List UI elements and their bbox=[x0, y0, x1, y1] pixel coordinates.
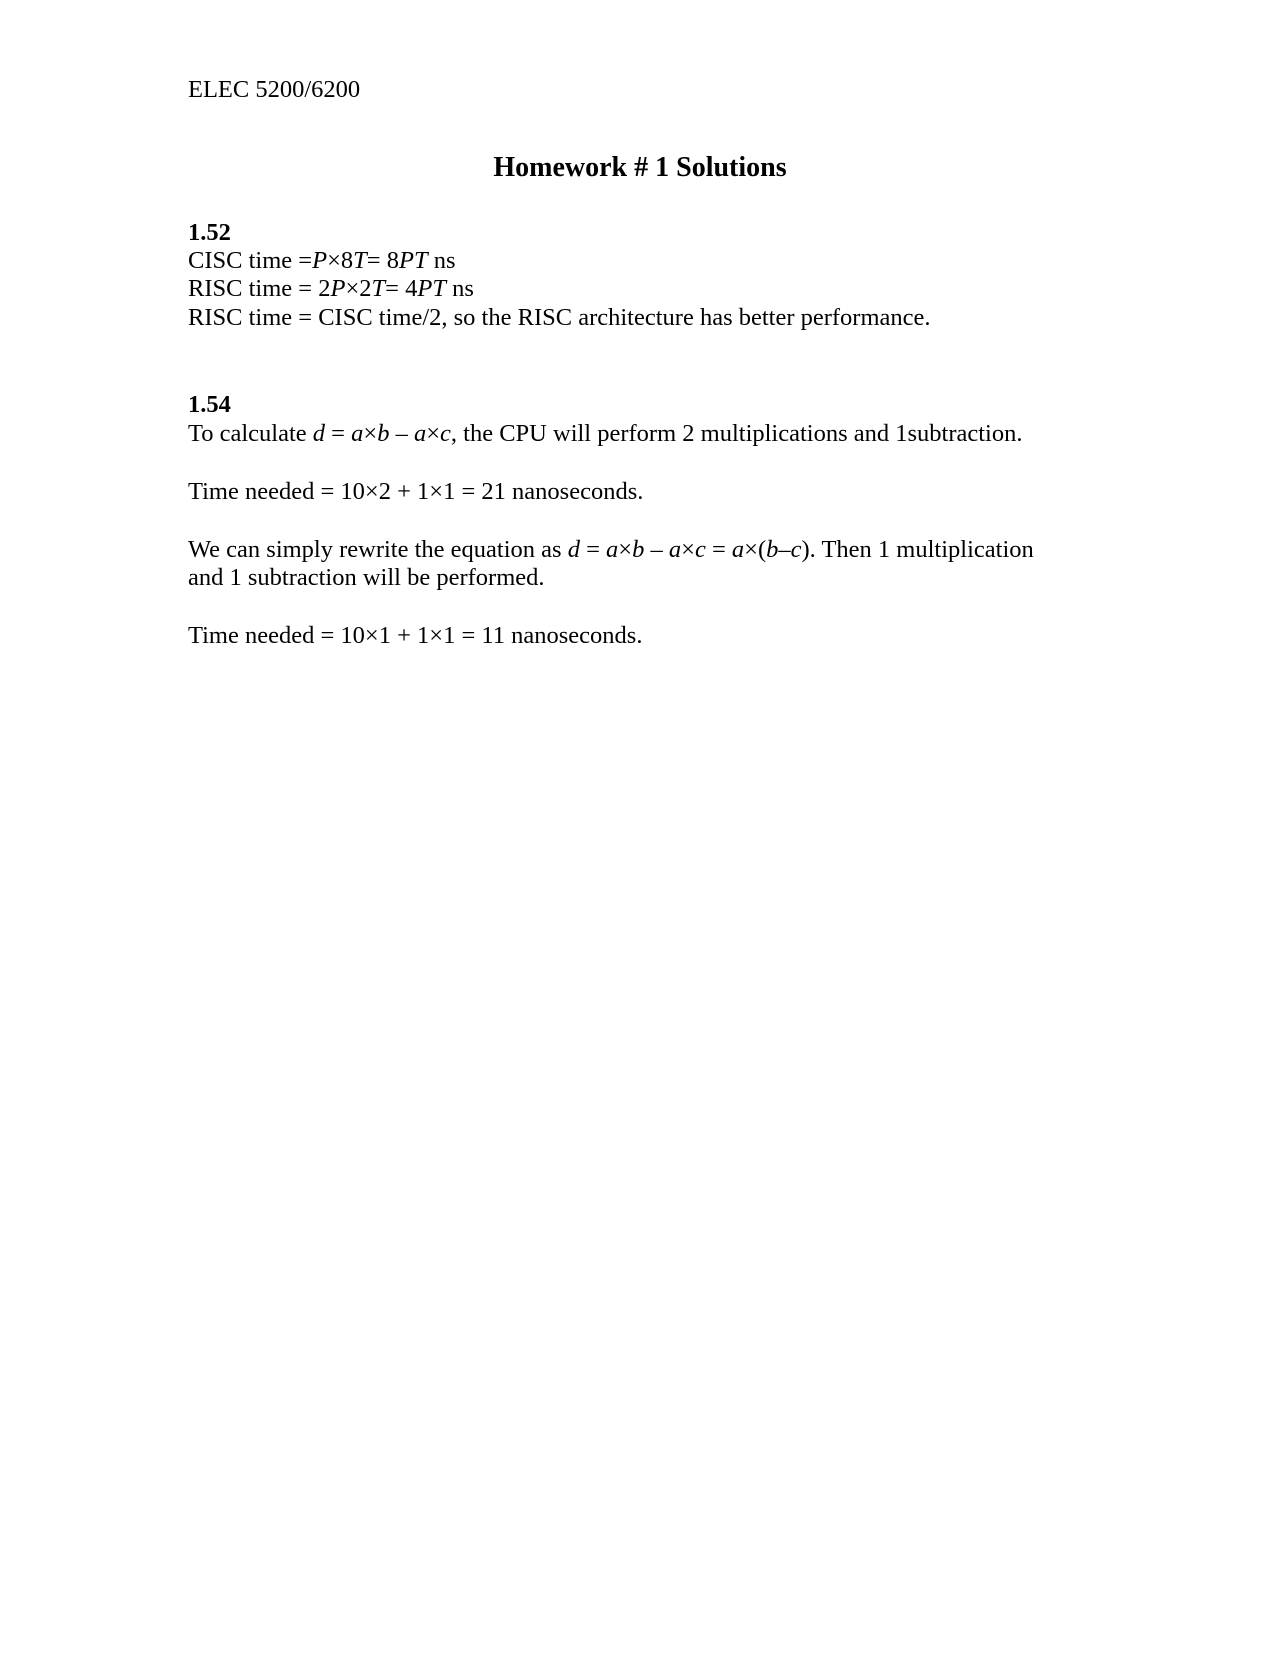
cisc-time-line bbox=[188, 246, 456, 276]
text-fragment: – bbox=[644, 536, 669, 563]
variable: c bbox=[440, 420, 451, 447]
variable: c bbox=[694, 536, 706, 563]
course-code: ELEC 5200/6200 bbox=[188, 76, 361, 103]
risc-time-line bbox=[188, 274, 474, 304]
variable: a bbox=[731, 536, 745, 563]
variable: b bbox=[377, 420, 390, 447]
variable: b bbox=[632, 536, 645, 563]
text-fragment: RISC time = 2 bbox=[188, 275, 331, 302]
text-fragment: – bbox=[389, 420, 414, 447]
text-fragment: = 8 bbox=[366, 247, 399, 274]
rewrite-continuation: and 1 subtraction will be performed. bbox=[188, 564, 545, 591]
variable: c bbox=[790, 536, 802, 563]
variable: d bbox=[312, 420, 326, 447]
variable: a bbox=[351, 420, 364, 447]
time-needed-line-2: Time needed = 10×1 + 1×1 = 11 nanoseconds. bbox=[188, 622, 643, 649]
variable: P bbox=[330, 275, 346, 302]
problem-1-54-number: 1.54 bbox=[188, 391, 231, 418]
variable: PT bbox=[417, 275, 446, 302]
text-fragment: = bbox=[705, 536, 732, 563]
rewrite-line bbox=[188, 535, 1034, 565]
text-fragment: ns bbox=[445, 275, 474, 302]
text-fragment: × bbox=[363, 420, 378, 447]
text-fragment: ). Then 1 multiplication bbox=[801, 536, 1034, 563]
text-fragment: ns bbox=[427, 247, 456, 274]
variable: a bbox=[668, 536, 682, 563]
text-fragment: = 4 bbox=[385, 275, 418, 302]
variable: PT bbox=[398, 247, 428, 274]
variable: T bbox=[371, 275, 386, 302]
calculation-line bbox=[188, 419, 1023, 449]
text-fragment: – bbox=[778, 536, 791, 563]
text-fragment: , the CPU will perform 2 multiplications and 1subtraction. bbox=[450, 420, 1023, 447]
text-fragment: × bbox=[681, 536, 695, 563]
risc-conclusion: RISC time = CISC time/2, so the RISC architecture has better performance. bbox=[188, 304, 931, 331]
text-fragment: ×( bbox=[744, 536, 767, 563]
variable: P bbox=[312, 247, 328, 274]
variable: a bbox=[413, 420, 427, 447]
problem-1-52-number: 1.52 bbox=[188, 219, 231, 246]
text-fragment: ×8 bbox=[327, 247, 354, 274]
text-fragment: = bbox=[579, 536, 607, 563]
variable: b bbox=[766, 536, 779, 563]
course-header bbox=[188, 75, 360, 105]
page-title: Homework # 1 Solutions bbox=[493, 152, 787, 183]
text-fragment: × bbox=[426, 420, 441, 447]
text-fragment: To calculate bbox=[188, 420, 313, 447]
text-fragment: × bbox=[618, 536, 633, 563]
variable: a bbox=[606, 536, 619, 563]
variable: d bbox=[567, 536, 580, 563]
variable: T bbox=[353, 247, 367, 274]
time-needed-line-1: Time needed = 10×2 + 1×1 = 21 nanoseconds. bbox=[188, 478, 644, 505]
text-fragment: = bbox=[325, 420, 352, 447]
text-fragment: We can simply rewrite the equation as bbox=[188, 536, 568, 563]
text-fragment: CISC time = bbox=[188, 247, 313, 274]
text-fragment: ×2 bbox=[345, 275, 372, 302]
